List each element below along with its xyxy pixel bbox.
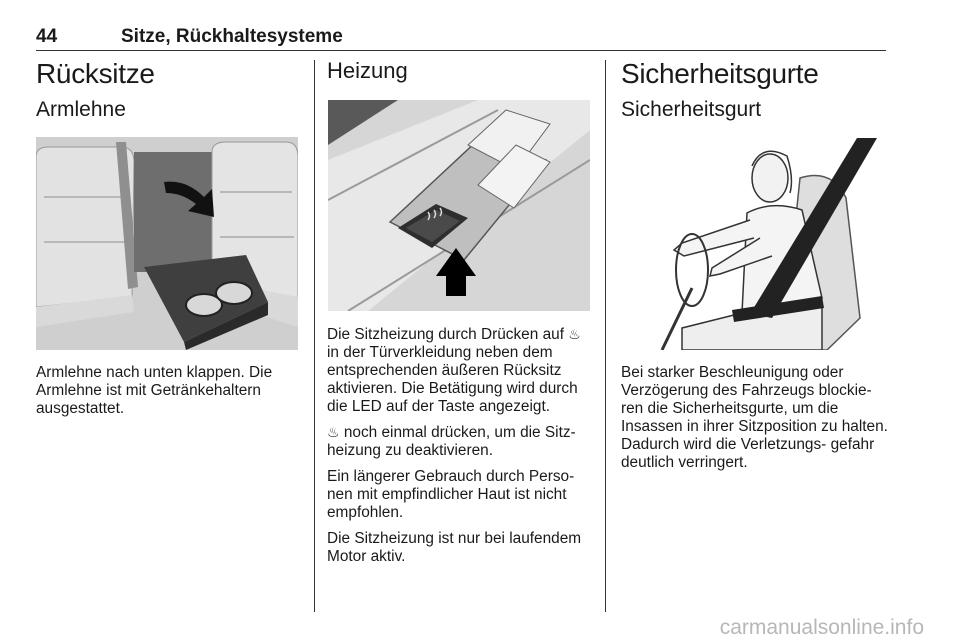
armrest-illustration	[36, 137, 298, 350]
heading-seat-belts: Sicherheitsgurte	[621, 58, 819, 89]
subheading-seat-belt: Sicherheitsgurt	[621, 98, 762, 121]
page-header	[36, 26, 886, 52]
armrest-description: Armlehne nach unten klappen. Die Armlehne ist mit Getränkehaltern ausgestattet.	[36, 364, 273, 417]
heating-paragraph-2	[327, 424, 592, 460]
column-heating	[327, 58, 592, 84]
subheading-armrest: Armlehne	[36, 98, 126, 121]
heating-text-block	[327, 326, 592, 566]
column-seat-belts	[621, 58, 886, 122]
heating-p1-part-a: Die Sitzheizung durch Drücken auf	[327, 326, 569, 343]
heating-paragraph-1	[327, 326, 592, 416]
seat-belt-description: Bei starker Beschleunigung oder Verzögerung des Fahrzeugs blockie- ren die Sicherheitsgurte, um die Insassen in ihrer Sitzposition zu halten. Dadurch wird die Verletzungs- gefahr deutlich verringert.	[621, 364, 888, 471]
seat-heating-illustration	[328, 100, 590, 311]
heating-paragraph-4: Die Sitzheizung ist nur bei laufendem Motor aktiv.	[327, 530, 582, 565]
page-number: 44	[36, 26, 58, 47]
heading-heating: Heizung	[327, 58, 408, 83]
section-title: Sitze, Rückhaltesysteme	[121, 26, 343, 47]
armrest-text-block	[36, 364, 301, 418]
heating-p2-text: noch einmal drücken, um die Sitz- heizung zu deaktivieren.	[327, 424, 576, 459]
watermark: carmanualsonline.info	[719, 616, 924, 639]
seat-belt-text-block	[621, 364, 889, 472]
heading-rear-seats: Rücksitze	[36, 58, 155, 89]
header-rule	[36, 50, 886, 51]
seat-heating-icon: ♨	[568, 327, 581, 343]
column-divider-2	[605, 60, 606, 612]
seat-heating-icon: ♨	[327, 425, 340, 441]
column-rear-seats	[36, 58, 301, 122]
heating-paragraph-3: Ein längerer Gebrauch durch Perso- nen mit empfindlicher Haut ist nicht empfohlen.	[327, 468, 575, 521]
heating-p1-part-b: in der Türverkleidung neben dem entsprechenden äußeren Rücksitz aktivieren. Die Betätigung wird durch die LED auf der Taste angezeigt.	[327, 344, 578, 415]
seat-belt-illustration	[622, 138, 884, 350]
column-divider-1	[314, 60, 315, 612]
